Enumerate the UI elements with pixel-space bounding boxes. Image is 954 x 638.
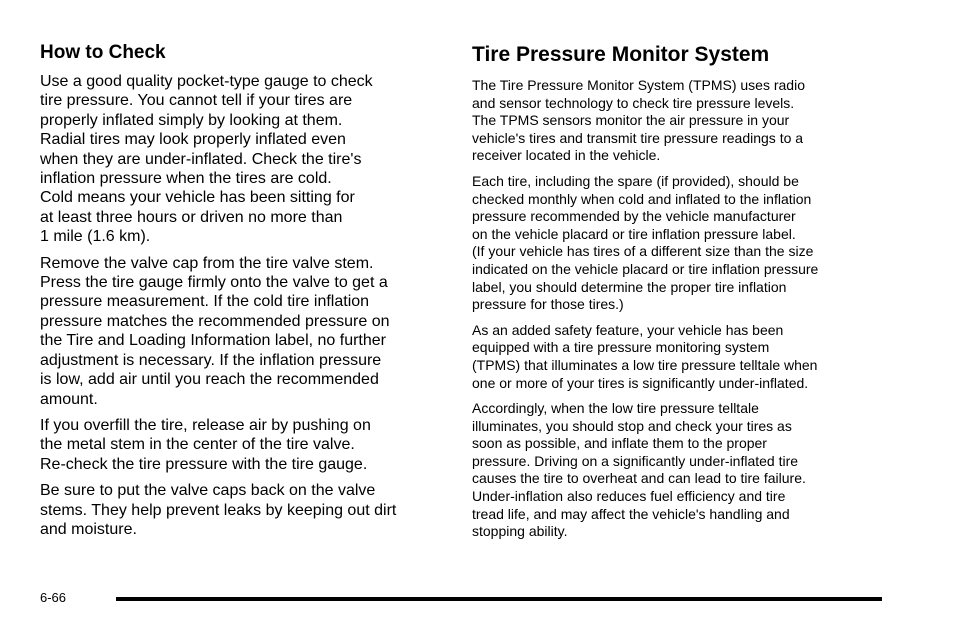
page-number: 6-66 [40, 590, 67, 605]
right-paragraph-2: Each tire, including the spare (if provided), should be checked monthly when cold and inflated to the inflation pressure recommended by the vehicle manufacturer on the vehicle placard or tire inflation pressure label. (If your vehicle has tires of a different size than the size indicated on the vehicle placard or tire inflation pressure label, you should determine the proper tire inflation pressure for those tires.) [472, 172, 819, 313]
left-paragraph-1: Use a good quality pocket-type gauge to check tire pressure. You cannot tell if your tires are properly inflated simply by looking at them. Radial tires may look properly inflated even when they are under-inflated. Check the tire's inflation pressure when the tires are cold. Cold means your vehicle has been sitting for at least three hours or driven no more than 1 mile (1.6 km). [40, 73, 373, 246]
right-paragraph-4: Accordingly, when the low tire pressure telltale illuminates, you should stop and check your tires as soon as possible, and inflate them to the proper pressure. Driving on a significantly under-inflated tire causes the tire to overheat and can lead to tire failure. Under-inflation also reduces fuel efficiency and tire tread life, and may affect the vehicle's handling and stopping ability. [472, 400, 806, 540]
left-paragraph-4: Be sure to put the valve caps back on the valve stems. They help prevent leaks by keeping out dirt and moisture. [40, 482, 397, 538]
left-paragraph-3: If you overfill the tire, release air by pushing on the metal stem in the center of the tire valve. Re-check the tire pressure with the tire gauge. [40, 416, 371, 473]
left-paragraph-2: Remove the valve cap from the tire valve stem. Press the tire gauge firmly onto the valve to get a pressure measurement. If the cold tire inflation pressure matches the recommended pressure on the Tire and Loading Information label, no further adjustment is necessary. If the inflation pressure is low, add air until you reach the recommended amount. [40, 254, 390, 408]
how-to-check-heading: How to Check [40, 42, 166, 63]
right-column [472, 42, 882, 549]
right-paragraph-1: The Tire Pressure Monitor System (TPMS) uses radio and sensor technology to check tire pressure levels. The TPMS sensors monitor the air pressure in your vehicle's tires and transmit tire pressure readings to a receiver located in the vehicle. [472, 77, 805, 164]
left-column [40, 42, 445, 546]
right-paragraph-3: As an added safety feature, your vehicle has been equipped with a tire pressure monitoring system (TPMS) that illuminates a low tire pressure telltale when one or more of your tires is significantly under-inflated. [472, 321, 818, 391]
footer-rule [116, 597, 882, 601]
tpms-heading: Tire Pressure Monitor System [472, 43, 770, 66]
